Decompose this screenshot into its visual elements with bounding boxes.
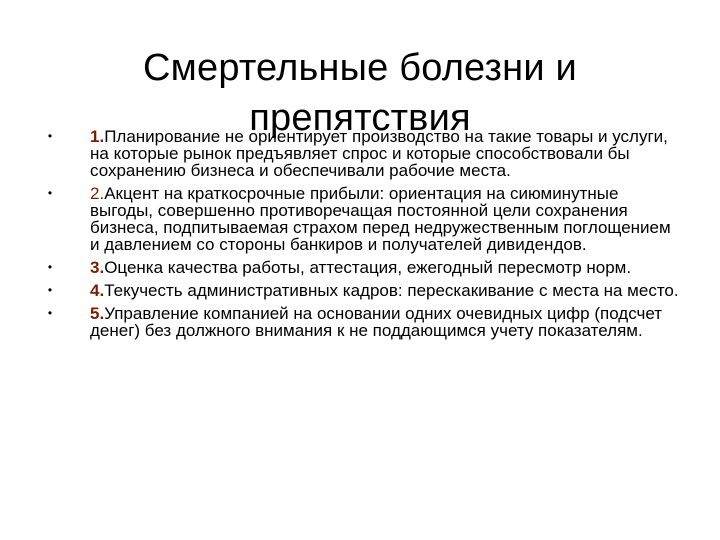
bullet-text-5: Управление компанией на основании одних очевидных цифр (подсчет денег) без должного внимания к не поддающимся учету показателям.	[90, 304, 663, 340]
bullet-list	[44, 128, 684, 345]
bullet-dot-icon: •	[47, 283, 53, 297]
bullet-item-2	[44, 185, 684, 253]
bullet-dot-icon: •	[47, 260, 53, 274]
bullet-item-1	[44, 128, 684, 179]
bullet-number-1: 1.	[90, 127, 105, 146]
bullet-number-5: 5.	[90, 304, 105, 323]
bullet-number-2: 2.	[90, 184, 105, 203]
bullet-number-4: 4.	[90, 281, 105, 300]
bullet-text-3: Оценка качества работы, аттестация, ежегодный пересмотр норм.	[104, 258, 632, 277]
slide-title-line-1: Смертельные болезни и	[143, 47, 577, 90]
bullet-dot-icon: •	[47, 186, 53, 200]
bullet-text-4: Текучесть административных кадров: перескакивание с места на место.	[104, 281, 679, 300]
bullet-dot-icon: •	[47, 129, 53, 143]
bullet-number-3: 3.	[90, 258, 105, 277]
bullet-item-5	[44, 305, 684, 339]
bullet-item-4	[44, 282, 684, 299]
slide-title-line-2: препятствия	[249, 97, 471, 140]
bullet-text-2: Акцент на краткосрочные прибыли: ориентация на сиюминутные выгоды, совершенно противоречащая постоянной цели сохранения бизнеса, подпитываемая страхом перед недружественным поглощением и давлением со стороны банкиров и получателей дивидендов.	[90, 184, 671, 254]
bullet-item-3	[44, 259, 684, 276]
bullet-dot-icon: •	[47, 306, 53, 320]
bullet-text-1: Планирование не ориентирует производство на такие товары и услуги, на которые рынок предъявляет спрос и которые способствовали бы сохранению бизнеса и обеспечивали рабочие места.	[90, 127, 668, 180]
